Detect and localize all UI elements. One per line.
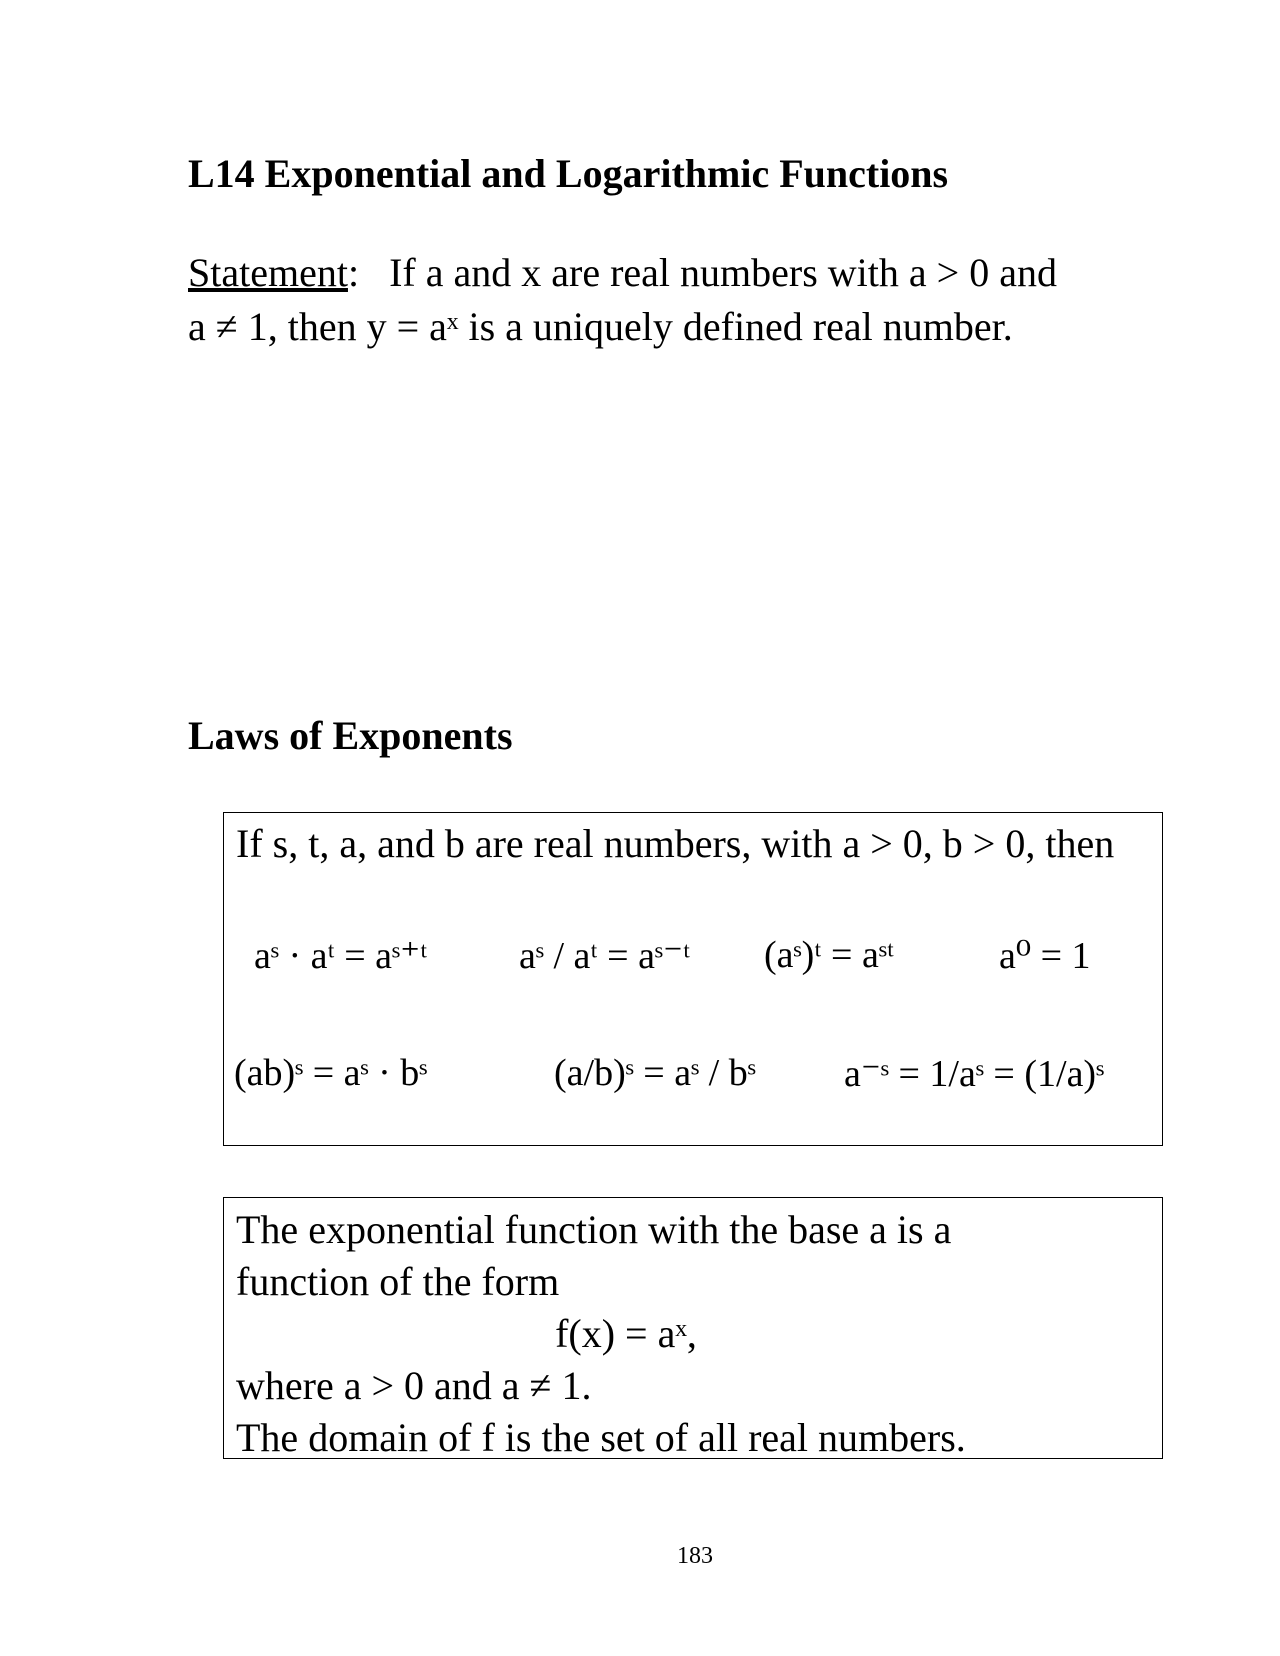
law-zero: a⁰ = 1 <box>999 935 1091 977</box>
law-quotient: aˢ / aᵗ = aˢ⁻ᵗ <box>519 935 691 977</box>
exponential-line-3: where a > 0 and a ≠ 1. <box>236 1363 592 1408</box>
law-product: aˢ · aᵗ = aˢ⁺ᵗ <box>254 935 428 977</box>
law-power: (aˢ)ᵗ = aˢᵗ <box>764 934 895 976</box>
law-quotient-power: (a/b)ˢ = aˢ / bˢ <box>554 1052 756 1094</box>
law-product-power: (ab)ˢ = aˢ · bˢ <box>234 1052 428 1094</box>
laws-box <box>223 812 1163 1146</box>
laws-heading: Laws of Exponents <box>188 713 513 758</box>
exponential-text <box>236 1204 1136 1464</box>
exponential-line-4: The domain of f is the set of all real numbers. <box>236 1415 966 1460</box>
laws-intro: If s, t, a, and b are real numbers, with a > 0, b > 0, then <box>236 821 1115 866</box>
exponential-formula: f(x) = aˣ, <box>555 1311 697 1356</box>
page-title: L14 Exponential and Logarithmic Functions <box>188 151 949 196</box>
exponential-box <box>223 1197 1163 1459</box>
page-number: 183 <box>677 1543 713 1569</box>
statement-label: Statement <box>188 250 348 295</box>
statement-line-1: Statement: If a and x are real numbers with a > 0 and <box>188 250 1057 295</box>
law-negative: a⁻ˢ = 1/aˢ = (1/a)ˢ <box>844 1053 1105 1095</box>
exponential-line-1: The exponential function with the base a is a <box>236 1207 952 1252</box>
statement <box>188 246 1188 354</box>
exponential-line-2: function of the form <box>236 1259 560 1304</box>
statement-line-2: a ≠ 1, then y = aˣ is a uniquely defined real number. <box>188 304 1013 349</box>
